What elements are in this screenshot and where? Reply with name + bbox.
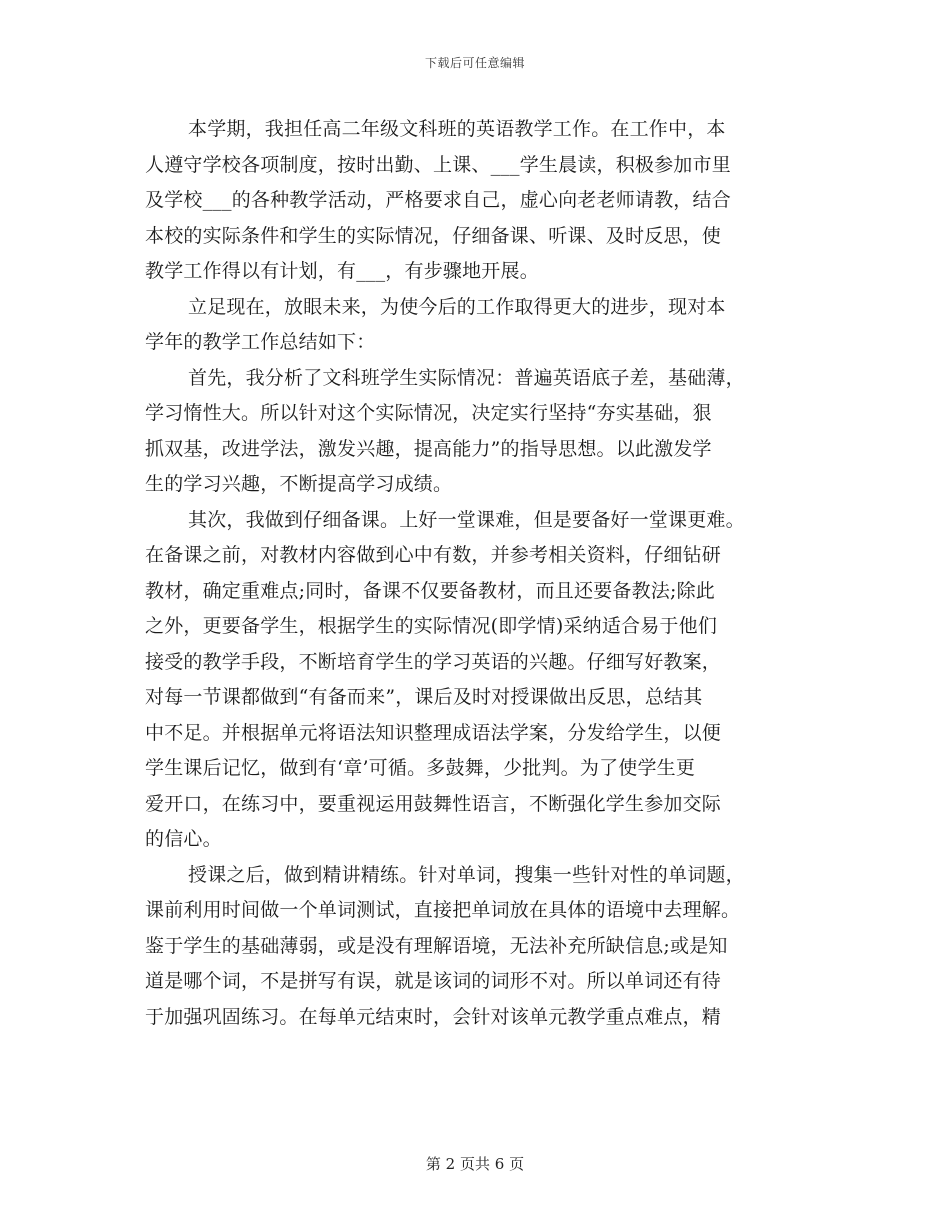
paragraph-line: 教学工作得以有计划，有___，有步骤地开展。 (145, 260, 539, 282)
paragraph-line: 爱开口，在练习中，要重视运用鼓舞性语言，不断强化学生参加交际 (145, 792, 722, 815)
paragraph-first-line: 其次，我做到仔细备课。上好一堂课难，但是要备好一堂课更难。 (188, 508, 745, 531)
page-number-footer: 第 2 页共 6 页 (425, 1155, 525, 1173)
paragraph-line: 及学校___的各种教学活动，严格要求自己，虚心向老老师请教，结合 (145, 189, 731, 211)
paragraph-line: 教材，确定重难点;同时，备课不仅要备教材，而且还要备教法;除此 (145, 579, 716, 602)
paragraph-line: 的信心。 (145, 828, 222, 850)
paragraph-line: 课前利用时间做一个单词测试，直接把单词放在具体的语境中去理解。 (145, 899, 741, 921)
paragraph-line: 鉴于学生的基础薄弱，或是没有理解语境，无法补充所缺信息;或是知 (145, 934, 728, 957)
paragraph-line: 生的学习兴趣，不断提高学习成绩。 (145, 473, 453, 495)
page-header: 下载后可任意编辑 (424, 56, 525, 70)
document-body (145, 112, 807, 1035)
paragraph-line: 中不足。并根据单元将语法知识整理成语法学案，分发给学生，以便 (145, 721, 722, 744)
paragraph-line: 本校的实际条件和学生的实际情况，仔细备课、听课、及时反思，使 (145, 224, 722, 247)
paragraph-line: 在备课之前，对教材内容做到心中有数，并参考相关资料，仔细钻研 (145, 544, 722, 566)
paragraph-line: 对每一节课都做到“有备而来”，课后及时对授课做出反思，总结其 (145, 686, 703, 708)
paragraph-first-line: 授课之后，做到精讲精练。针对单词，搜集一些针对性的单词题， (188, 863, 745, 886)
paragraph-line: 学年的教学工作总结如下： (145, 331, 376, 353)
paragraph-first-line: 本学期，我担任高二年级文科班的英语教学工作。在工作中，本 (188, 118, 726, 140)
paragraph-line: 之外，更要备学生，根据学生的实际情况(即学情)采纳适合易于他们 (145, 615, 718, 637)
paragraph-first-line: 首先，我分析了文科班学生实际情况：普遍英语底子差，基础薄， (188, 366, 745, 389)
paragraph-line: 学生课后记忆，做到有‘章’可循。多鼓舞，少批判。为了使学生更 (145, 757, 696, 779)
paragraph-line: 接受的教学手段，不断培育学生的学习英语的兴趣。仔细写好教案， (145, 650, 722, 673)
paragraph-line: 抓双基，改进学法，激发兴趣，提高能力”的指导思想。以此激发学 (145, 437, 712, 460)
paragraph-first-line: 立足现在，放眼未来，为使今后的工作取得更大的进步，现对本 (188, 295, 726, 318)
paragraph-line: 道是哪个词，不是拼写有误，就是该词的词形不对。所以单词还有待 (145, 970, 722, 992)
paragraph-line: 于加强巩固练习。在每单元结束时，会针对该单元教学重点难点，精 (145, 1005, 722, 1028)
paragraph-line: 人遵守学校各项制度，按时出勤、上课、___学生晨读，积极参加市里 (145, 153, 731, 176)
paragraph-line: 学习惰性大。所以针对这个实际情况，决定实行坚持“夯实基础，狠 (145, 402, 712, 424)
